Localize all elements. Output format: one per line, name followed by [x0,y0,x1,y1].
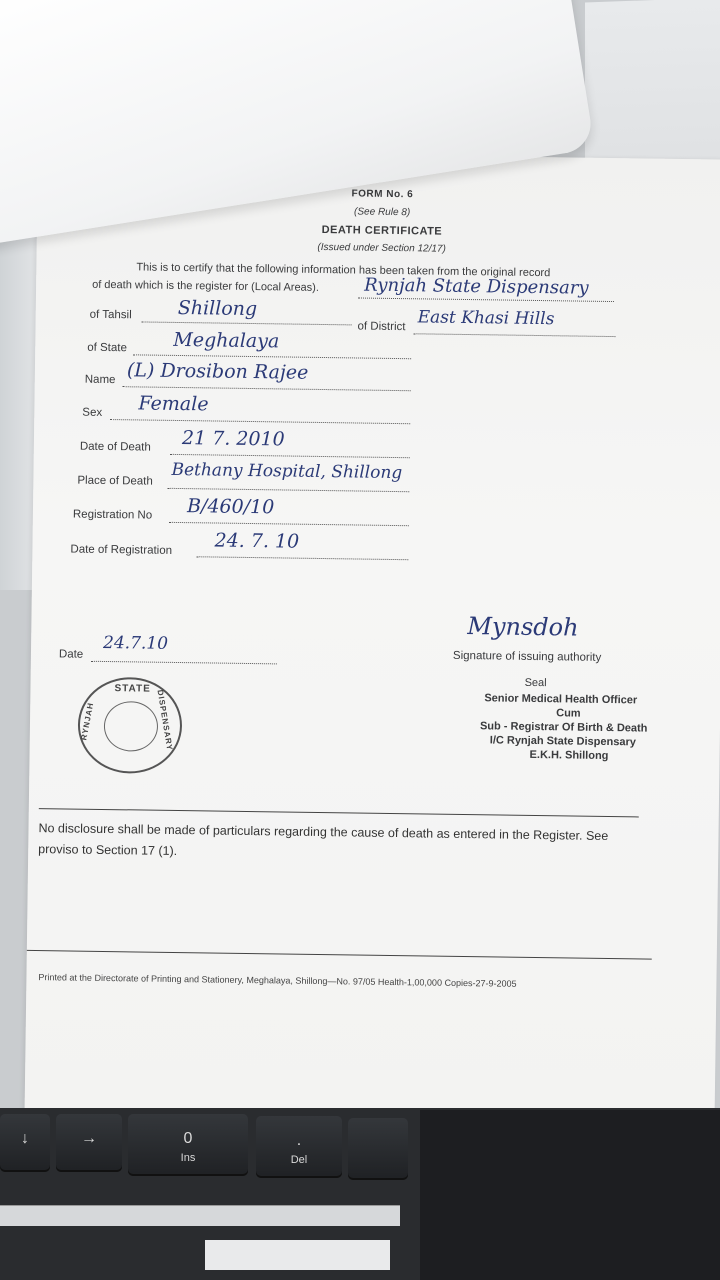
date-label: Date [58,648,84,661]
certify-line-2: of death which is the register for (Local Areas). [92,278,320,294]
keypad-key[interactable] [348,1118,408,1180]
name-label: Name [84,373,116,387]
down-arrow-icon: ↓ [21,1130,29,1147]
seal-left-text: RYNJAH [79,701,96,742]
name-value: (L) Drosibon Rajee [126,359,309,384]
ins-key[interactable] [128,1114,248,1176]
state-line [133,354,411,359]
place-of-death-line [167,488,409,492]
tahsil-line [142,321,352,325]
district-line [413,333,615,337]
ins-key-number: 0 [183,1130,193,1147]
background-paper [585,0,720,177]
disclosure-top-rule [39,808,639,817]
officer-line-2: Cum [556,707,581,720]
sex-label: Sex [82,406,103,419]
date-line [91,661,277,665]
form-number: FORM No. 6 [351,188,414,201]
date-of-registration-line [196,556,408,560]
date-of-registration-label: Date of Registration [70,543,173,557]
ins-key-label: Ins [180,1152,196,1164]
date-of-death-label: Date of Death [79,440,151,454]
registration-no-label: Registration No [72,508,153,522]
district-value: East Khasi Hills [417,307,555,330]
date-of-registration-value: 24. 7. 10 [214,529,300,553]
district-label: of District [357,320,406,334]
sex-line [110,419,410,424]
down-arrow-key[interactable] [0,1114,50,1172]
ruler-strip [0,1205,400,1226]
date-value: 24.7.10 [102,632,169,654]
seal-right-text: DISPENSARY [155,689,175,752]
del-key[interactable] [256,1116,342,1178]
tahsil-label: of Tahsil [89,308,132,322]
disclosure-text: No disclosure shall be made of particulars regarding the cause of death as entered in the Register. See proviso to Section 17 (1). [38,821,609,859]
right-arrow-key[interactable] [56,1114,122,1172]
printer-top-rule [27,950,652,960]
officer-line-4: I/C Rynjah State Dispensary [489,734,636,749]
officer-line-1: Senior Medical Health Officer [484,692,638,707]
date-of-death-value: 21 7. 2010 [181,427,285,451]
certificate-title: DEATH CERTIFICATE [321,223,443,238]
right-arrow-icon: → [81,1130,97,1147]
signature-scrawl: Mynsdoh [467,612,579,642]
dispensary-seal [77,677,182,774]
registration-no-line [169,522,409,526]
officer-line-5: E.K.H. Shillong [529,748,609,763]
issued-under: (Issued under Section 12/17) [317,241,446,255]
sex-value: Female [138,392,209,416]
form-rule: (See Rule 8) [354,206,411,219]
del-key-dot: . [296,1132,302,1149]
seal-label: Seal [524,676,547,690]
bottom-paper-strip [205,1240,390,1270]
place-of-death-value: Bethany Hospital, Shillong [171,459,403,484]
name-line [123,386,411,391]
death-certificate-sheet [25,150,720,1122]
seal-emblem [104,701,159,752]
del-key-label: Del [290,1154,308,1166]
local-area-value: Rynjah State Dispensary [363,274,589,299]
officer-line-3: Sub - Registrar Of Birth & Death [479,720,648,735]
signature-label: Signature of issuing authority [452,649,602,664]
printer-line: Printed at the Directorate of Printing and Stationery, Meghalaya, Shillong—No. 97/05 Health-1,00,000 Copies-27-9-2005 [38,972,517,989]
registration-no-value: B/460/10 [186,495,275,519]
seal-top-text: STATE [114,683,151,695]
tahsil-value: Shillong [177,296,258,321]
dark-surface [420,1110,720,1280]
date-of-death-line [170,454,410,458]
state-value: Meghalaya [173,328,280,353]
certify-line-1: This is to certify that the following information has been taken from the original record [136,261,551,280]
state-label: of State [87,341,127,355]
place-of-death-label: Place of Death [77,474,153,488]
